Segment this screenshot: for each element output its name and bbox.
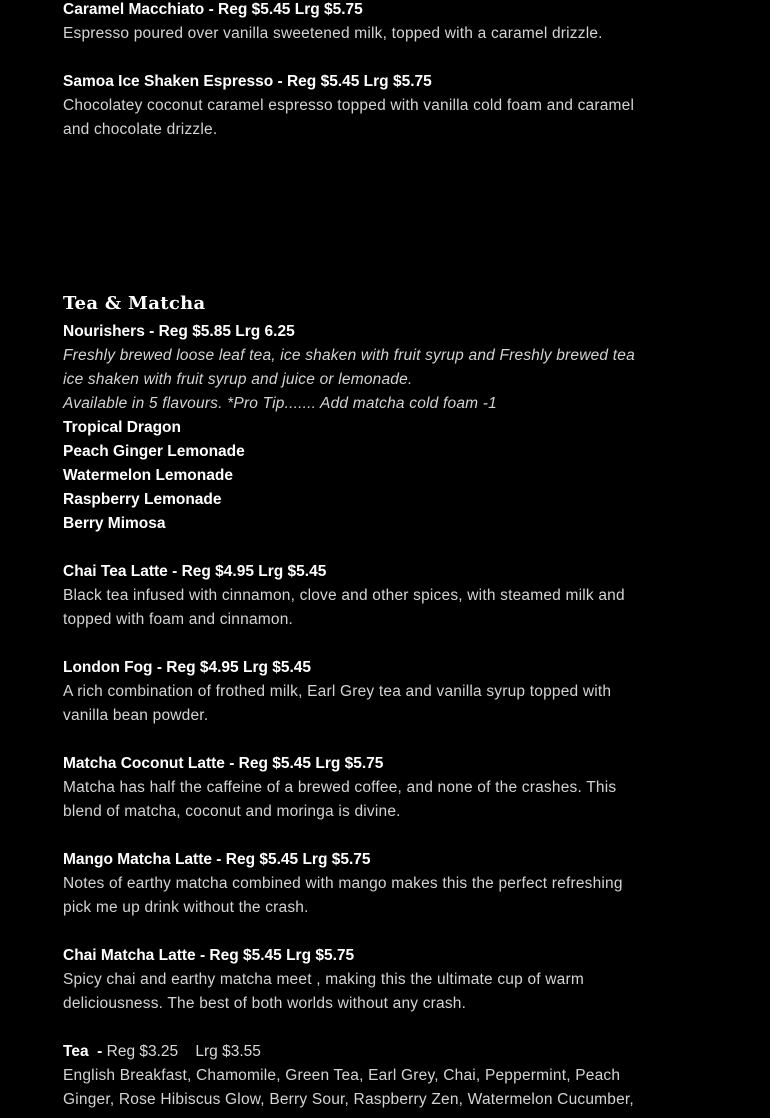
item-price: Reg $3.25 Lrg $3.55 — [106, 1043, 261, 1060]
item-title-row — [63, 1040, 713, 1064]
item-title: Nourishers - Reg $5.85 Lrg 6.25 — [63, 323, 295, 340]
menu-item-tea — [63, 1040, 713, 1112]
item-description: Notes of earthy matcha combined with mango makes this the perfect refreshing — [63, 875, 623, 892]
item-description: deliciousness. The best of both worlds without any crash. — [63, 995, 467, 1012]
flavour-item: Tropical Dragon — [63, 419, 181, 436]
item-title: Chai Tea Latte - Reg $4.95 Lrg $5.45 — [63, 563, 327, 580]
item-description: Espresso poured over vanilla sweetened milk, topped with a caramel drizzle. — [63, 25, 603, 42]
page-bottom-edge — [0, 1114, 770, 1118]
menu-item-chai-matcha-latte — [63, 944, 713, 1016]
menu-item-matcha-coconut-latte — [63, 752, 713, 824]
tea-matcha-section — [63, 292, 713, 1112]
item-title: Caramel Macchiato - Reg $5.45 Lrg $5.75 — [63, 1, 363, 18]
item-note: Available in 5 flavours. *Pro Tip....... Add matcha cold foam -1 — [63, 395, 497, 412]
item-note: Freshly brewed loose leaf tea, ice shaken with fruit syrup and Freshly brewed tea — [63, 347, 635, 364]
item-title: Tea - — [63, 1043, 107, 1060]
menu-item-caramel-macchiato — [63, 0, 713, 46]
menu-item-nourishers — [63, 320, 713, 536]
item-description: topped with foam and cinnamon. — [63, 611, 294, 628]
item-title: Chai Matcha Latte - Reg $5.45 Lrg $5.75 — [63, 947, 355, 964]
item-title: Matcha Coconut Latte - Reg $5.45 Lrg $5.75 — [63, 755, 384, 772]
menu-item-chai-tea-latte — [63, 560, 713, 632]
menu-content — [63, 0, 713, 1112]
item-description: Spicy chai and earthy matcha meet , making this the ultimate cup of warm — [63, 971, 584, 988]
item-description: Black tea infused with cinnamon, clove and other spices, with steamed milk and — [63, 587, 625, 604]
section-heading: Tea & Matcha — [63, 293, 206, 314]
item-title: London Fog - Reg $4.95 Lrg $5.45 — [63, 659, 312, 676]
item-description: Chocolatey coconut caramel espresso topped with vanilla cold foam and caramel — [63, 97, 635, 114]
flavour-item: Watermelon Lemonade — [63, 467, 233, 484]
item-description: Matcha has half the caffeine of a brewed coffee, and none of the crashes. This — [63, 779, 617, 796]
item-title: Samoa Ice Shaken Espresso - Reg $5.45 Lrg $5.75 — [63, 73, 432, 90]
item-description: English Breakfast, Chamomile, Green Tea, Earl Grey, Chai, Peppermint, Peach — [63, 1067, 621, 1084]
item-description: and chocolate drizzle. — [63, 121, 218, 138]
item-description: A rich combination of frothed milk, Earl Grey tea and vanilla syrup topped with — [63, 683, 612, 700]
flavour-item: Raspberry Lemonade — [63, 491, 222, 508]
flavour-item: Peach Ginger Lemonade — [63, 443, 245, 460]
item-description: blend of matcha, coconut and moringa is divine. — [63, 803, 401, 820]
menu-item-london-fog — [63, 656, 713, 728]
item-title: Mango Matcha Latte - Reg $5.45 Lrg $5.75 — [63, 851, 371, 868]
item-description: pick me up drink without the crash. — [63, 899, 309, 916]
item-note: ice shaken with fruit syrup and juice or lemonade. — [63, 371, 413, 388]
menu-item-mango-matcha-latte — [63, 848, 713, 920]
menu-item-samoa-shaken-espresso — [63, 70, 713, 142]
item-description: vanilla bean powder. — [63, 707, 209, 724]
item-description: Ginger, Rose Hibiscus Glow, Berry Sour, Raspberry Zen, Watermelon Cucumber, — [63, 1091, 634, 1108]
flavour-item: Berry Mimosa — [63, 515, 166, 532]
